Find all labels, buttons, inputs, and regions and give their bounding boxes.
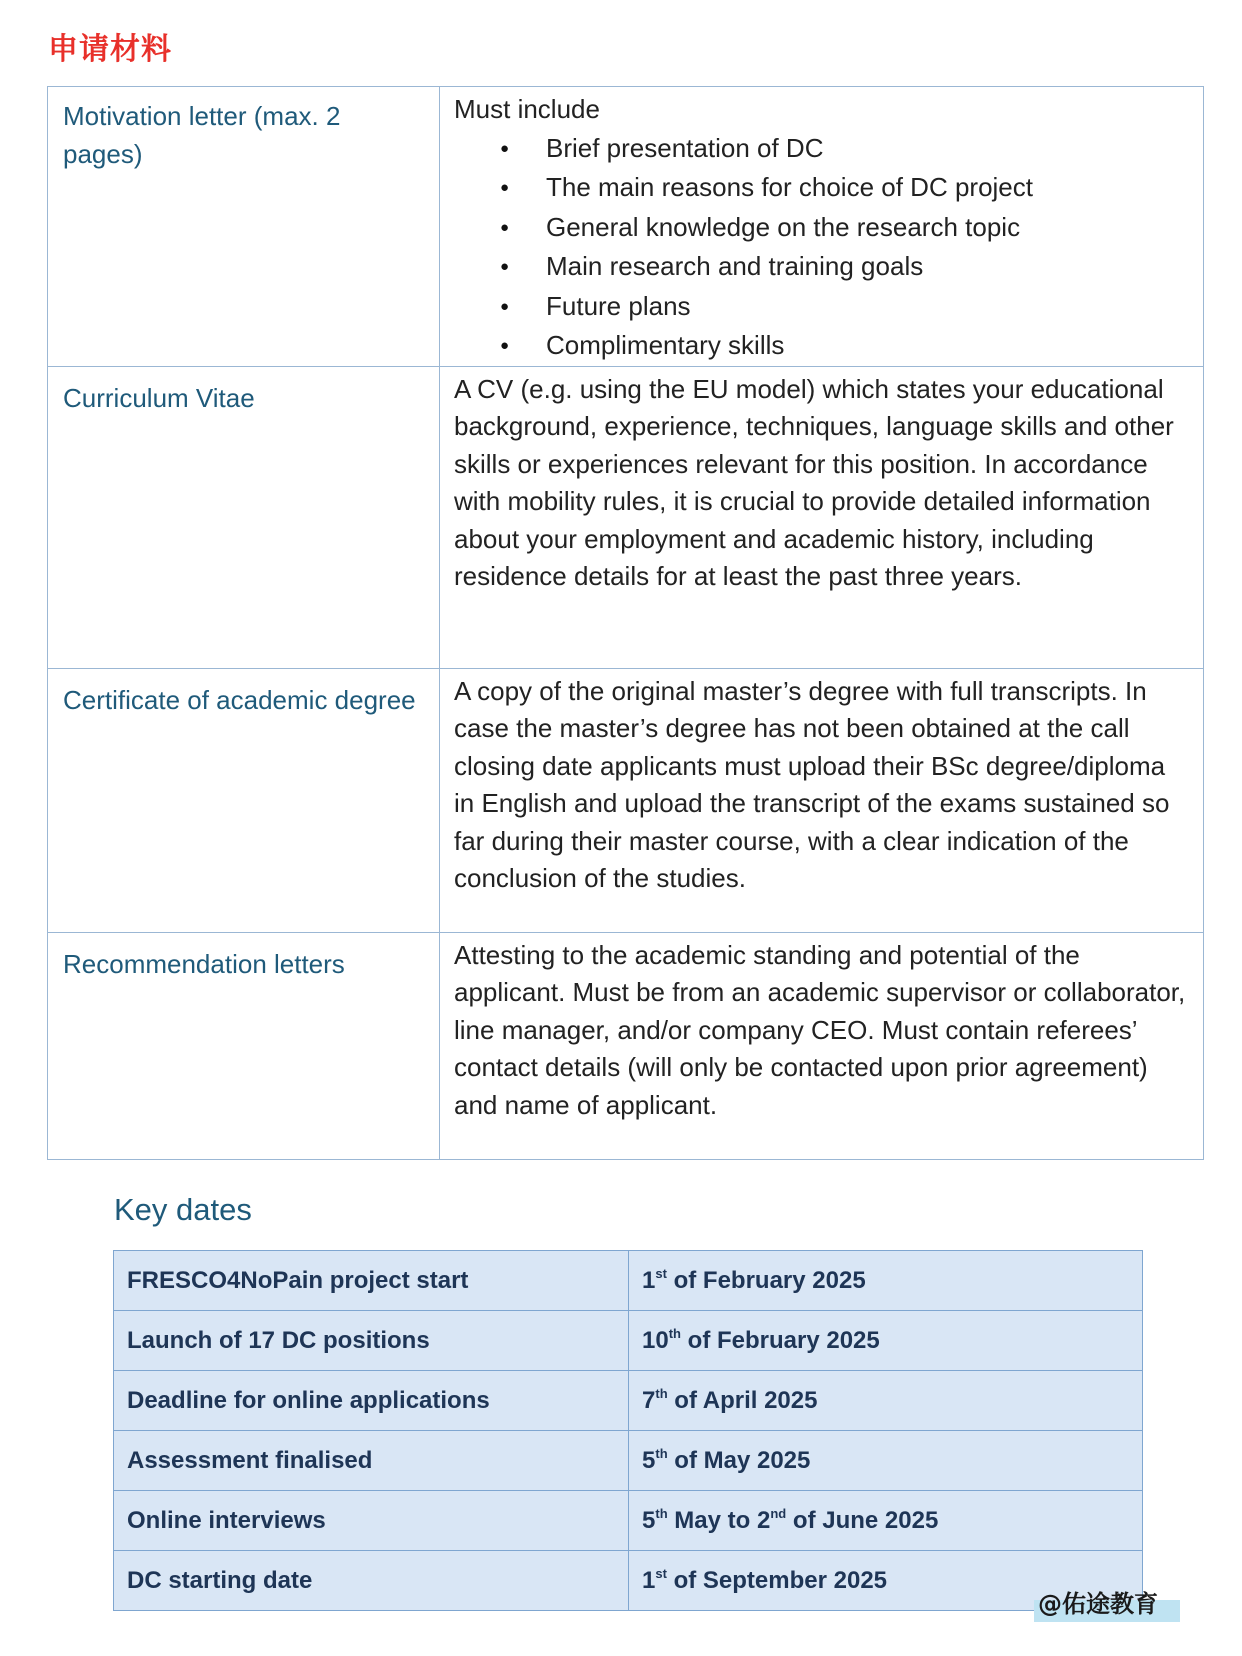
key-dates-table <box>113 1250 1143 1611</box>
application-materials-table <box>47 86 1204 1160</box>
key-dates-title: Key dates <box>114 1192 252 1227</box>
event-name: Assessment finalised <box>114 1431 629 1491</box>
event-date: 5th of May 2025 <box>629 1431 1143 1491</box>
table-row <box>114 1491 1143 1551</box>
event-date: 5th May to 2nd of June 2025 <box>629 1491 1143 1551</box>
table-row <box>114 1551 1143 1611</box>
bullet-list <box>454 129 1189 366</box>
row-label: Recommendation letters <box>48 932 440 1159</box>
list-item: ● General knowledge on the research topic <box>500 208 1189 248</box>
row-description: Attesting to the academic standing and potential of the applicant. Must be from an academic supervisor or collaborator, line manager, and/or company CEO. Must contain referees’ contact details (will only be contacted upon prior agreement) and name of applicant. <box>440 932 1204 1159</box>
list-item: ● Brief presentation of DC <box>500 129 1189 169</box>
event-date: 1st of February 2025 <box>629 1251 1143 1311</box>
list-item: ● Future plans <box>500 287 1189 327</box>
table-row <box>48 366 1204 668</box>
event-name: FRESCO4NoPain project start <box>114 1251 629 1311</box>
row-description <box>440 87 1204 367</box>
row-description: A copy of the original master’s degree with full transcripts. In case the master’s degree has not been obtained at the call closing date applicants must upload their BSc degree/diploma in English and upload the transcript of the exams sustained so far during their master course, with a clear indication of the conclusion of the studies. <box>440 668 1204 932</box>
event-name: Deadline for online applications <box>114 1371 629 1431</box>
row-label: Certificate of academic degree <box>48 668 440 932</box>
table-row <box>114 1371 1143 1431</box>
watermark-text: @佑途教育 <box>1038 1590 1158 1618</box>
table-row <box>48 932 1204 1159</box>
event-date: 1st of September 2025 <box>629 1551 1143 1611</box>
list-item: ● Main research and training goals <box>500 247 1189 287</box>
page-heading: 申请材料 <box>48 32 172 67</box>
row-label: Curriculum Vitae <box>48 366 440 668</box>
list-item: ● The main reasons for choice of DC project <box>500 168 1189 208</box>
list-item: ● Complimentary skills <box>500 326 1189 366</box>
event-name: Online interviews <box>114 1491 629 1551</box>
event-date: 10th of February 2025 <box>629 1311 1143 1371</box>
event-name: DC starting date <box>114 1551 629 1611</box>
table-row <box>48 668 1204 932</box>
row-label: Motivation letter (max. 2 pages) <box>48 87 440 367</box>
row-description: A CV (e.g. using the EU model) which states your educational background, experience, techniques, language skills and other skills or experiences relevant for this position. In accordance with mobility rules, it is crucial to provide detailed information about your employment and academic history, including residence details for at least the past three years. <box>440 366 1204 668</box>
table-row <box>48 87 1204 367</box>
table-row <box>114 1431 1143 1491</box>
table-row <box>114 1251 1143 1311</box>
event-name: Launch of 17 DC positions <box>114 1311 629 1371</box>
event-date: 7th of April 2025 <box>629 1371 1143 1431</box>
table-row <box>114 1311 1143 1371</box>
watermark <box>1034 1584 1180 1620</box>
intro-text: Must include <box>454 94 600 124</box>
